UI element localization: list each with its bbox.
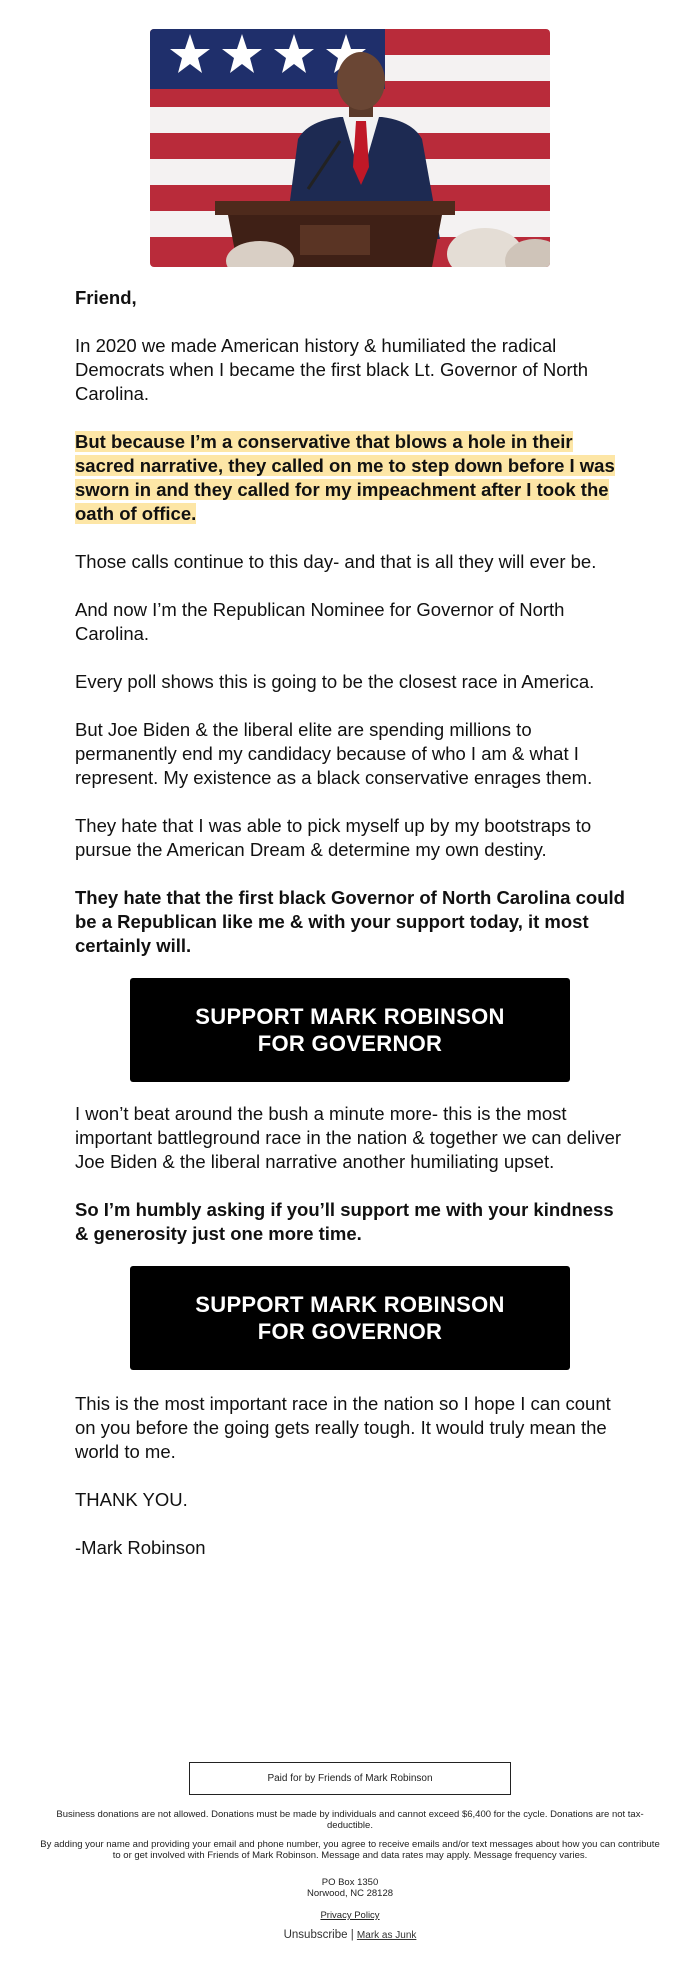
paid-for-box: [189, 1762, 511, 1795]
paragraph-3: Those calls continue to this day- and that is all they will ever be.: [75, 551, 597, 572]
paragraph-6: But Joe Biden & the liberal elite are spending millions to permanently end my candidacy because of who I am & what I represent. My existence as a black conservative enrages them.: [75, 719, 593, 788]
greeting: Friend,: [75, 287, 137, 308]
privacy-policy-link[interactable]: Privacy Policy: [320, 1910, 380, 1921]
paragraph-8: They hate that the first black Governor of North Carolina could be a Republican like me & with your support today, it most certainly will.: [75, 887, 625, 956]
address-line-2: Norwood, NC 28128: [306, 1888, 394, 1899]
footer: [40, 1762, 660, 1941]
signature: -Mark Robinson: [75, 1537, 206, 1558]
mark-as-junk-link[interactable]: Mark as Junk: [356, 1930, 417, 1941]
paragraph-4: And now I’m the Republican Nominee for Governor of North Carolina.: [75, 599, 565, 644]
paragraph-9: I won’t beat around the bush a minute more- this is the most important battleground race in the nation & together we can deliver Joe Biden & the liberal narrative another humiliating upset.: [75, 1103, 622, 1172]
paragraph-5: Every poll shows this is going to be the closest race in America.: [75, 671, 595, 692]
unsubscribe-row: [40, 1930, 660, 1941]
paragraph-11: This is the most important race in the nation so I hope I can count on you before the going gets really tough. It would truly mean the world to me.: [75, 1393, 611, 1462]
cta-line-2: FOR GOVERNOR: [257, 1031, 443, 1056]
highlighted-text: But because I’m a conservative that blows a hole in their sacred narrative, they called on me to step down before I was sworn in and they called for my impeachment after I took the oath of office.: [75, 431, 615, 524]
unsubscribe-link[interactable]: Unsubscribe: [283, 1929, 348, 1941]
donation-disclaimer: Business donations are not allowed. Donations must be made by individuals and cannot exceed $6,400 for the cycle. Donations are not tax-deductible.: [56, 1809, 644, 1831]
support-button-2[interactable]: [130, 1266, 570, 1370]
support-button[interactable]: [130, 978, 570, 1082]
consent-text: By adding your name and providing your email and phone number, you agree to receive emails and/or text messages about how you can contribute to or get involved with Friends of Mark Robinson. Message and data rates may apply. Message frequency varies.: [40, 1839, 660, 1861]
address-line-1: PO Box 1350: [321, 1877, 379, 1888]
email-body: [75, 286, 630, 1560]
paragraph-10: So I’m humbly asking if you’ll support me with your kindness & generosity just one more time.: [75, 1199, 614, 1244]
cta-line-1: SUPPORT MARK ROBINSON: [195, 1292, 505, 1317]
paragraph-7: They hate that I was able to pick myself up by my bootstraps to pursue the American Dream & determine my own destiny.: [75, 815, 592, 860]
cta-line-2: FOR GOVERNOR: [257, 1319, 443, 1344]
paragraph-highlight: [75, 430, 630, 526]
link-separator: |: [350, 1929, 354, 1941]
paid-for-text: Paid for by Friends of Mark Robinson: [267, 1773, 433, 1784]
thank-you: THANK YOU.: [75, 1489, 188, 1510]
paragraph-1: In 2020 we made American history & humiliated the radical Democrats when I became the first black Lt. Governor of North Carolina.: [75, 335, 589, 404]
hero-image: [150, 29, 550, 267]
cta-line-1: SUPPORT MARK ROBINSON: [195, 1004, 505, 1029]
